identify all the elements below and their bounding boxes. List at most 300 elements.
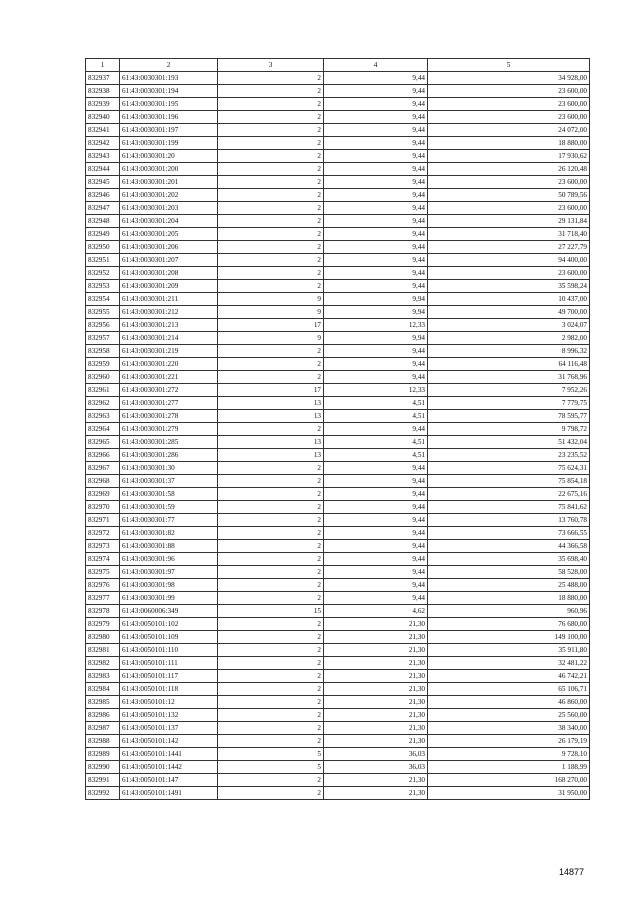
cadastral-value-cell: 31 950,00: [428, 787, 590, 800]
row-number-cell: 832968: [86, 475, 120, 488]
row-number-cell: 832978: [86, 605, 120, 618]
specific-value-cell: 4,51: [324, 397, 428, 410]
table-row: [86, 423, 590, 436]
table-row: [86, 358, 590, 371]
table-header-row: [86, 59, 590, 72]
table-row: [86, 579, 590, 592]
cadastral-value-cell: 46 860,00: [428, 696, 590, 709]
specific-value-cell: 9,44: [324, 163, 428, 176]
row-number-cell: 832963: [86, 410, 120, 423]
table-row: [86, 85, 590, 98]
group-cell: 2: [218, 618, 324, 631]
group-cell: 5: [218, 748, 324, 761]
column-header-3: 3: [218, 59, 324, 72]
row-number-cell: 832940: [86, 111, 120, 124]
specific-value-cell: 9,44: [324, 72, 428, 85]
cadastral-value-cell: 34 928,00: [428, 72, 590, 85]
specific-value-cell: 21,30: [324, 683, 428, 696]
cadastral-number-cell: 61:43:0050101:132: [120, 709, 218, 722]
group-cell: 2: [218, 137, 324, 150]
group-cell: 13: [218, 449, 324, 462]
row-number-cell: 832966: [86, 449, 120, 462]
row-number-cell: 832948: [86, 215, 120, 228]
cadastral-value-cell: 64 116,48: [428, 358, 590, 371]
cadastral-value-cell: 1 188,99: [428, 761, 590, 774]
specific-value-cell: 9,44: [324, 215, 428, 228]
row-number-cell: 832982: [86, 657, 120, 670]
group-cell: 2: [218, 722, 324, 735]
row-number-cell: 832955: [86, 306, 120, 319]
table-row: [86, 306, 590, 319]
cadastral-number-cell: 61:43:0030301:59: [120, 501, 218, 514]
cadastral-value-cell: 50 789,56: [428, 189, 590, 202]
specific-value-cell: 4,62: [324, 605, 428, 618]
group-cell: 2: [218, 566, 324, 579]
cadastral-value-cell: 13 760,78: [428, 514, 590, 527]
cadastral-value-cell: 75 854,18: [428, 475, 590, 488]
cadastral-value-cell: 31 718,40: [428, 228, 590, 241]
table-body: [86, 72, 590, 800]
cadastral-number-cell: 61:43:0030301:201: [120, 176, 218, 189]
group-cell: 9: [218, 332, 324, 345]
specific-value-cell: 21,30: [324, 735, 428, 748]
cadastral-number-cell: 61:43:0050101:110: [120, 644, 218, 657]
cadastral-number-cell: 61:43:0050101:118: [120, 683, 218, 696]
cadastral-value-cell: 26 120,48: [428, 163, 590, 176]
group-cell: 5: [218, 761, 324, 774]
cadastral-value-cell: 23 600,00: [428, 202, 590, 215]
row-number-cell: 832952: [86, 267, 120, 280]
row-number-cell: 832965: [86, 436, 120, 449]
row-number-cell: 832977: [86, 592, 120, 605]
cadastral-value-cell: 2 982,00: [428, 332, 590, 345]
cadastral-number-cell: 61:43:0030301:219: [120, 345, 218, 358]
row-number-cell: 832950: [86, 241, 120, 254]
table-row: [86, 735, 590, 748]
table-row: [86, 449, 590, 462]
cadastral-value-cell: 8 996,32: [428, 345, 590, 358]
table-row: [86, 501, 590, 514]
table-row: [86, 397, 590, 410]
specific-value-cell: 9,94: [324, 332, 428, 345]
cadastral-number-cell: 61:43:0030301:209: [120, 280, 218, 293]
row-number-cell: 832944: [86, 163, 120, 176]
group-cell: 2: [218, 228, 324, 241]
table-row: [86, 670, 590, 683]
cadastral-value-cell: 10 437,00: [428, 293, 590, 306]
column-header-2: 2: [120, 59, 218, 72]
cadastral-number-cell: 61:43:0030301:206: [120, 241, 218, 254]
cadastral-number-cell: 61:43:0030301:197: [120, 124, 218, 137]
specific-value-cell: 21,30: [324, 787, 428, 800]
row-number-cell: 832938: [86, 85, 120, 98]
specific-value-cell: 21,30: [324, 709, 428, 722]
group-cell: 2: [218, 72, 324, 85]
cadastral-number-cell: 61:43:0050101:117: [120, 670, 218, 683]
table-row: [86, 241, 590, 254]
row-number-cell: 832973: [86, 540, 120, 553]
specific-value-cell: 9,44: [324, 358, 428, 371]
table-row: [86, 202, 590, 215]
group-cell: 2: [218, 111, 324, 124]
table-row: [86, 592, 590, 605]
table-row: [86, 124, 590, 137]
cadastral-value-cell: 23 600,00: [428, 85, 590, 98]
group-cell: 2: [218, 735, 324, 748]
row-number-cell: 832976: [86, 579, 120, 592]
cadastral-number-cell: 61:43:0030301:200: [120, 163, 218, 176]
group-cell: 2: [218, 163, 324, 176]
group-cell: 2: [218, 202, 324, 215]
table-row: [86, 384, 590, 397]
specific-value-cell: 12,33: [324, 319, 428, 332]
group-cell: 2: [218, 475, 324, 488]
group-cell: 2: [218, 657, 324, 670]
group-cell: 13: [218, 436, 324, 449]
cadastral-number-cell: 61:43:0050101:111: [120, 657, 218, 670]
cadastral-value-cell: 44 366,58: [428, 540, 590, 553]
specific-value-cell: 9,44: [324, 514, 428, 527]
table-row: [86, 267, 590, 280]
cadastral-value-cell: 23 235,52: [428, 449, 590, 462]
cadastral-number-cell: 61:43:0050101:1442: [120, 761, 218, 774]
specific-value-cell: 9,94: [324, 293, 428, 306]
table-row: [86, 189, 590, 202]
group-cell: 9: [218, 293, 324, 306]
table-row: [86, 696, 590, 709]
row-number-cell: 832990: [86, 761, 120, 774]
specific-value-cell: 21,30: [324, 696, 428, 709]
cadastral-number-cell: 61:43:0030301:202: [120, 189, 218, 202]
cadastral-value-cell: 149 100,00: [428, 631, 590, 644]
cadastral-number-cell: 61:43:0050101:102: [120, 618, 218, 631]
group-cell: 2: [218, 176, 324, 189]
table-row: [86, 111, 590, 124]
group-cell: 13: [218, 397, 324, 410]
specific-value-cell: 21,30: [324, 774, 428, 787]
cadastral-value-cell: 75 841,62: [428, 501, 590, 514]
row-number-cell: 832941: [86, 124, 120, 137]
group-cell: 2: [218, 592, 324, 605]
row-number-cell: 832937: [86, 72, 120, 85]
group-cell: 2: [218, 371, 324, 384]
group-cell: 2: [218, 98, 324, 111]
cadastral-value-cell: 35 598,24: [428, 280, 590, 293]
specific-value-cell: 21,30: [324, 657, 428, 670]
table-row: [86, 332, 590, 345]
cadastral-value-cell: 18 880,00: [428, 137, 590, 150]
table-row: [86, 410, 590, 423]
table-row: [86, 722, 590, 735]
cadastral-value-cell: 960,96: [428, 605, 590, 618]
cadastral-value-cell: 25 560,00: [428, 709, 590, 722]
cadastral-number-cell: 61:43:0030301:97: [120, 566, 218, 579]
group-cell: 15: [218, 605, 324, 618]
specific-value-cell: 9,44: [324, 241, 428, 254]
cadastral-value-cell: 65 106,71: [428, 683, 590, 696]
cadastral-number-cell: 61:43:0030301:58: [120, 488, 218, 501]
table-row: [86, 163, 590, 176]
cadastral-number-cell: 61:43:0050101:147: [120, 774, 218, 787]
table-row: [86, 709, 590, 722]
group-cell: 2: [218, 787, 324, 800]
group-cell: 2: [218, 709, 324, 722]
row-number-cell: 832985: [86, 696, 120, 709]
table-row: [86, 787, 590, 800]
specific-value-cell: 9,44: [324, 592, 428, 605]
cadastral-number-cell: 61:43:0030301:207: [120, 254, 218, 267]
column-header-4: 4: [324, 59, 428, 72]
cadastral-value-cell: 17 930,62: [428, 150, 590, 163]
cadastral-number-cell: 61:43:0030301:221: [120, 371, 218, 384]
cadastral-number-cell: 61:43:0030301:77: [120, 514, 218, 527]
group-cell: 2: [218, 215, 324, 228]
cadastral-number-cell: 61:43:0030301:279: [120, 423, 218, 436]
cadastral-value-cell: 25 488,00: [428, 579, 590, 592]
cadastral-number-cell: 61:43:0030301:195: [120, 98, 218, 111]
table-row: [86, 215, 590, 228]
row-number-cell: 832951: [86, 254, 120, 267]
cadastral-number-cell: 61:43:0030301:272: [120, 384, 218, 397]
cadastral-number-cell: 61:43:0050101:1441: [120, 748, 218, 761]
cadastral-value-cell: 73 666,55: [428, 527, 590, 540]
cadastral-value-cell: 35 698,40: [428, 553, 590, 566]
specific-value-cell: 9,44: [324, 566, 428, 579]
specific-value-cell: 9,44: [324, 501, 428, 514]
group-cell: 2: [218, 579, 324, 592]
group-cell: 9: [218, 306, 324, 319]
cadastral-number-cell: 61:43:0030301:277: [120, 397, 218, 410]
row-number-cell: 832987: [86, 722, 120, 735]
cadastral-value-cell: 76 680,00: [428, 618, 590, 631]
specific-value-cell: 9,44: [324, 462, 428, 475]
cadastral-number-cell: 61:43:0030301:98: [120, 579, 218, 592]
group-cell: 2: [218, 462, 324, 475]
row-number-cell: 832945: [86, 176, 120, 189]
table-row: [86, 540, 590, 553]
specific-value-cell: 9,44: [324, 254, 428, 267]
row-number-cell: 832960: [86, 371, 120, 384]
specific-value-cell: 9,44: [324, 280, 428, 293]
group-cell: 2: [218, 540, 324, 553]
table-row: [86, 137, 590, 150]
row-number-cell: 832981: [86, 644, 120, 657]
specific-value-cell: 12,33: [324, 384, 428, 397]
group-cell: 2: [218, 514, 324, 527]
row-number-cell: 832959: [86, 358, 120, 371]
row-number-cell: 832961: [86, 384, 120, 397]
cadastral-value-cell: 9 728,10: [428, 748, 590, 761]
cadastral-number-cell: 61:43:0050101:12: [120, 696, 218, 709]
specific-value-cell: 9,44: [324, 345, 428, 358]
specific-value-cell: 9,44: [324, 540, 428, 553]
cadastral-number-cell: 61:43:0030301:203: [120, 202, 218, 215]
row-number-cell: 832989: [86, 748, 120, 761]
cadastral-number-cell: 61:43:0030301:88: [120, 540, 218, 553]
specific-value-cell: 4,51: [324, 410, 428, 423]
cadastral-value-cell: 9 798,72: [428, 423, 590, 436]
cadastral-value-cell: 7 779,75: [428, 397, 590, 410]
cadastral-number-cell: 61:43:0030301:220: [120, 358, 218, 371]
row-number-cell: 832946: [86, 189, 120, 202]
cadastral-value-cell: 7 952,26: [428, 384, 590, 397]
specific-value-cell: 36,03: [324, 761, 428, 774]
row-number-cell: 832964: [86, 423, 120, 436]
group-cell: 2: [218, 774, 324, 787]
group-cell: 2: [218, 670, 324, 683]
group-cell: 2: [218, 358, 324, 371]
cadastral-number-cell: 61:43:0030301:204: [120, 215, 218, 228]
group-cell: 2: [218, 527, 324, 540]
group-cell: 2: [218, 280, 324, 293]
table-row: [86, 527, 590, 540]
cadastral-value-cell: 75 624,31: [428, 462, 590, 475]
specific-value-cell: 4,51: [324, 449, 428, 462]
table-row: [86, 644, 590, 657]
cadastral-number-cell: 61:43:0050101:137: [120, 722, 218, 735]
cadastral-number-cell: 61:43:0030301:20: [120, 150, 218, 163]
cadastral-value-cell: 32 481,22: [428, 657, 590, 670]
table-row: [86, 150, 590, 163]
table-row: [86, 98, 590, 111]
group-cell: 2: [218, 241, 324, 254]
specific-value-cell: 9,44: [324, 189, 428, 202]
table-row: [86, 436, 590, 449]
specific-value-cell: 9,44: [324, 423, 428, 436]
group-cell: 2: [218, 423, 324, 436]
cadastral-value-cell: 46 742,21: [428, 670, 590, 683]
group-cell: 2: [218, 124, 324, 137]
cadastral-number-cell: 61:43:0060006:349: [120, 605, 218, 618]
row-number-cell: 832954: [86, 293, 120, 306]
cadastral-number-cell: 61:43:0030301:194: [120, 85, 218, 98]
specific-value-cell: 36,03: [324, 748, 428, 761]
row-number-cell: 832962: [86, 397, 120, 410]
specific-value-cell: 9,44: [324, 527, 428, 540]
column-header-5: 5: [428, 59, 590, 72]
group-cell: 13: [218, 410, 324, 423]
table-row: [86, 657, 590, 670]
row-number-cell: 832975: [86, 566, 120, 579]
group-cell: 2: [218, 696, 324, 709]
cadastral-value-cell: 22 675,16: [428, 488, 590, 501]
table-row: [86, 553, 590, 566]
specific-value-cell: 4,51: [324, 436, 428, 449]
cadastral-number-cell: 61:43:0030301:278: [120, 410, 218, 423]
cadastral-value-cell: 58 528,00: [428, 566, 590, 579]
row-number-cell: 832947: [86, 202, 120, 215]
cadastral-number-cell: 61:43:0030301:211: [120, 293, 218, 306]
cadastral-number-cell: 61:43:0030301:96: [120, 553, 218, 566]
cadastral-value-cell: 23 600,00: [428, 176, 590, 189]
cadastral-number-cell: 61:43:0030301:82: [120, 527, 218, 540]
cadastral-value-cell: 51 432,04: [428, 436, 590, 449]
row-number-cell: 832943: [86, 150, 120, 163]
specific-value-cell: 9,44: [324, 488, 428, 501]
cadastral-value-cell: 78 595,77: [428, 410, 590, 423]
table-row: [86, 631, 590, 644]
group-cell: 2: [218, 254, 324, 267]
specific-value-cell: 9,44: [324, 98, 428, 111]
specific-value-cell: 21,30: [324, 644, 428, 657]
group-cell: 2: [218, 501, 324, 514]
cadastral-value-cell: 23 600,00: [428, 267, 590, 280]
cadastral-value-cell: 38 340,00: [428, 722, 590, 735]
row-number-cell: 832970: [86, 501, 120, 514]
specific-value-cell: 9,44: [324, 579, 428, 592]
cadastral-value-table: [85, 58, 590, 800]
table-row: [86, 176, 590, 189]
specific-value-cell: 21,30: [324, 618, 428, 631]
row-number-cell: 832939: [86, 98, 120, 111]
cadastral-number-cell: 61:43:0030301:286: [120, 449, 218, 462]
cadastral-number-cell: 61:43:0030301:30: [120, 462, 218, 475]
row-number-cell: 832967: [86, 462, 120, 475]
specific-value-cell: 9,44: [324, 85, 428, 98]
specific-value-cell: 9,44: [324, 475, 428, 488]
table-row: [86, 566, 590, 579]
group-cell: 2: [218, 345, 324, 358]
row-number-cell: 832983: [86, 670, 120, 683]
cadastral-value-cell: 23 600,00: [428, 98, 590, 111]
row-number-cell: 832971: [86, 514, 120, 527]
cadastral-value-cell: 3 024,07: [428, 319, 590, 332]
cadastral-value-cell: 35 911,80: [428, 644, 590, 657]
specific-value-cell: 21,30: [324, 722, 428, 735]
cadastral-value-cell: 49 700,00: [428, 306, 590, 319]
group-cell: 2: [218, 683, 324, 696]
cadastral-number-cell: 61:43:0050101:1491: [120, 787, 218, 800]
table-row: [86, 605, 590, 618]
specific-value-cell: 21,30: [324, 631, 428, 644]
table-row: [86, 488, 590, 501]
table-row: [86, 514, 590, 527]
cadastral-number-cell: 61:43:0030301:193: [120, 72, 218, 85]
table-row: [86, 618, 590, 631]
row-number-cell: 832974: [86, 553, 120, 566]
table-row: [86, 475, 590, 488]
table-row: [86, 371, 590, 384]
cadastral-number-cell: 61:43:0030301:212: [120, 306, 218, 319]
row-number-cell: 832942: [86, 137, 120, 150]
table-row: [86, 280, 590, 293]
table-row: [86, 761, 590, 774]
group-cell: 2: [218, 150, 324, 163]
cadastral-value-cell: 31 768,96: [428, 371, 590, 384]
cadastral-number-cell: 61:43:0030301:208: [120, 267, 218, 280]
row-number-cell: 832991: [86, 774, 120, 787]
cadastral-number-cell: 61:43:0030301:99: [120, 592, 218, 605]
row-number-cell: 832979: [86, 618, 120, 631]
row-number-cell: 832986: [86, 709, 120, 722]
specific-value-cell: 9,44: [324, 267, 428, 280]
cadastral-value-cell: 27 227,79: [428, 241, 590, 254]
specific-value-cell: 21,30: [324, 670, 428, 683]
cadastral-value-cell: 18 880,00: [428, 592, 590, 605]
table-row: [86, 345, 590, 358]
cadastral-value-cell: 94 400,00: [428, 254, 590, 267]
table-row: [86, 228, 590, 241]
group-cell: 2: [218, 488, 324, 501]
row-number-cell: 832958: [86, 345, 120, 358]
row-number-cell: 832953: [86, 280, 120, 293]
cadastral-value-cell: 168 270,00: [428, 774, 590, 787]
group-cell: 2: [218, 189, 324, 202]
cadastral-value-cell: 24 072,00: [428, 124, 590, 137]
specific-value-cell: 9,44: [324, 553, 428, 566]
column-header-1: 1: [86, 59, 120, 72]
specific-value-cell: 9,94: [324, 306, 428, 319]
